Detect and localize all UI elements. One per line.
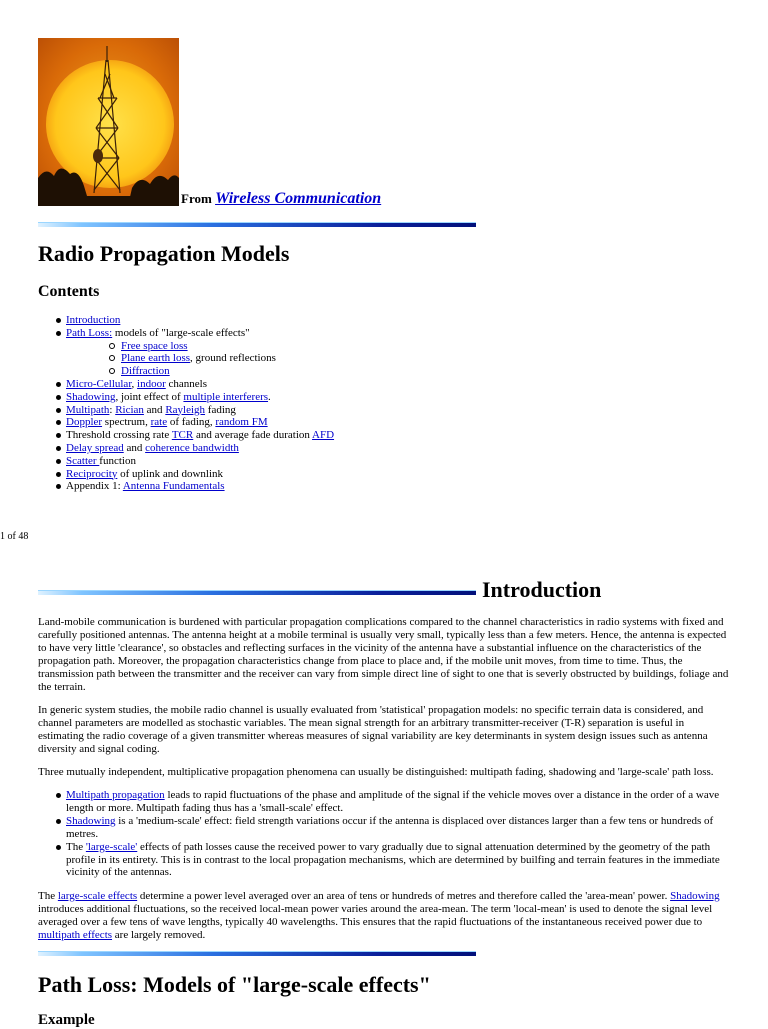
list-item (38, 841, 730, 880)
toc-antenna-fundamentals-link[interactable]: Antenna Fundamentals (122, 480, 225, 493)
introduction-divider (38, 590, 476, 595)
toc-text: and (143, 403, 166, 416)
intro-paragraph-2: In generic system studies, the mobile radio channel is usually evaluated from 'statistical' propagation models: no specific terrain data is considered, and channel parameters are modelled as stochastic variables. The mean signal strength for an arbitrary transmitter-receiver (T-R) separation is useful in estimating the radio coverage of a given transmitter whereas measures of signal variability are key determinants in system design issues such as antenna diversity and signal coding. (38, 704, 708, 755)
toc-text: and (123, 441, 146, 454)
toc-subitem (66, 340, 598, 353)
toc-item (38, 378, 598, 391)
phenomena-list (38, 789, 730, 879)
path-loss-heading: Path Loss: Models of "large-scale effects" (38, 972, 431, 997)
list-item (38, 815, 730, 841)
intro-paragraph-1: Land-mobile communication is burdened with particular propagation complications compared to the channel characteristics in radio systems with fixed and carefully positioned antennas. The antenna height at a mobile terminal is usually very small, typically less than a few meters. Hence, the antenna is expected to have very little 'clearance', so obstacles and reflecting surfaces in the vicinity of the antenna have a substantial influence on the characteristics of the propagation path. Moreover, the propagation characteristics change from place to place and, if the mobile unit moves, from time to time. Thus, the transmission path between the transmitter and the receiver can vary from simple direct line of sight to one that is severly obstructed by buildings, foliage and the terrain. (38, 616, 729, 693)
toc-rate-link[interactable]: rate (150, 416, 168, 429)
wireless-communication-link[interactable]: Wireless Communication (215, 190, 382, 207)
toc-item (38, 455, 598, 468)
toc-text: fading (205, 403, 236, 416)
table-of-contents (38, 314, 598, 493)
list-item-prefix: The (66, 840, 86, 853)
toc-indoor-link[interactable]: indoor (137, 377, 166, 390)
page-title: Radio Propagation Models (38, 241, 290, 266)
toc-free-space-loss-link[interactable]: Free space loss (121, 339, 188, 352)
toc-text: Appendix 1: (66, 480, 123, 493)
toc-item (38, 314, 598, 327)
toc-text: , ground reflections (190, 352, 276, 365)
toc-text: spectrum, (102, 416, 151, 429)
toc-random-fm-link[interactable]: random FM (215, 416, 268, 429)
list-item-text: is a 'medium-scale' effect: field strength variations occur if the antenna is displaced over distances larger than a few tens or hundreds of metres. (66, 814, 714, 840)
toc-tcr-link[interactable]: TCR (171, 429, 194, 442)
tower-sunset-image (38, 38, 179, 206)
toc-text: , joint effect of (115, 390, 184, 403)
toc-text: function (99, 454, 136, 467)
shadowing-link[interactable]: Shadowing (66, 814, 116, 827)
toc-text: : (109, 403, 116, 416)
para-text: determine a power level averaged over an area of tens or hundreds of metres and therefore called the 'area-mean' power. (137, 890, 671, 902)
toc-text: . (268, 390, 271, 403)
toc-rician-link[interactable]: Rician (115, 403, 144, 416)
toc-item (38, 416, 598, 429)
toc-subitem (66, 352, 598, 365)
toc-multiple-interferers-link[interactable]: multiple interferers (183, 390, 269, 403)
para-text: are largely removed. (112, 928, 206, 941)
source-line (181, 190, 381, 208)
toc-introduction-link[interactable]: Introduction (66, 314, 121, 326)
multipath-effects-link[interactable]: multipath effects (38, 928, 113, 941)
header-divider (38, 222, 476, 227)
toc-text: , (131, 377, 138, 390)
toc-scatter-link[interactable]: Scatter (66, 454, 100, 467)
toc-multipath-link[interactable]: Multipath (66, 403, 110, 416)
toc-item (38, 327, 598, 378)
toc-item (38, 468, 598, 481)
list-item-text: leads to rapid fluctuations of the phase and amplitude of the signal if the vehicle moves over a distance in the order of a wave length or more. Multipath fading thus has a 'small-scale' effect. (66, 789, 720, 814)
toc-micro-cellular-link[interactable]: Micro-Cellular (66, 377, 132, 390)
toc-subitem (66, 365, 598, 378)
large-scale-link[interactable]: 'large-scale' (85, 840, 138, 853)
toc-text: and average fade duration (193, 429, 313, 442)
introduction-heading: Introduction (482, 577, 602, 602)
toc-text: of fading, (167, 416, 216, 429)
toc-diffraction-link[interactable]: Diffraction (121, 365, 170, 378)
toc-delay-spread-link[interactable]: Delay spread (66, 441, 124, 454)
toc-rayleigh-link[interactable]: Rayleigh (165, 403, 206, 416)
para-text: introduces additional fluctuations, so the received local-mean power varies around the area-mean. The term 'local-mean' is used to denote the signal level averaged over a few tens of wave lengths, typically 40 wavelengths. This ensures that the rapid fluctuations of the instantaneous received power due to (38, 902, 713, 928)
toc-text: Threshold crossing rate (66, 429, 172, 442)
page-indicator: 1 of 48 (0, 531, 29, 542)
para-text: The (38, 890, 58, 902)
toc-text: models of "large-scale effects" (112, 326, 250, 339)
toc-item (38, 429, 598, 442)
toc-doppler-link[interactable]: Doppler (66, 416, 103, 429)
large-scale-effects-link[interactable]: large-scale effects (57, 890, 138, 902)
toc-text: of uplink and downlink (117, 467, 224, 480)
path-loss-divider (38, 951, 476, 956)
list-item (38, 789, 730, 815)
shadowing-link-2[interactable]: Shadowing (670, 890, 720, 902)
toc-item (38, 391, 598, 404)
intro-paragraph-3: Three mutually independent, multiplicative propagation phenomena can usually be distinguished: multipath fading, shadowing and 'large-scale' path loss. (38, 766, 714, 778)
intro-paragraph-4 (38, 890, 730, 942)
toc-coherence-bandwidth-link[interactable]: coherence bandwidth (145, 441, 239, 454)
toc-text: channels (165, 377, 208, 390)
toc-path-loss-link[interactable]: Path Loss: (66, 326, 113, 339)
from-prefix: From (181, 191, 212, 206)
list-item-text: effects of path losses cause the received power to vary gradually due to signal attenuation determined by the geometry of the path profile in its entirety. This is in contrast to the local propagation mechanisms, which are determined by builfing and terrain features in the immediate vicinity of the antennas. (66, 840, 720, 879)
toc-shadowing-link[interactable]: Shadowing (66, 390, 116, 403)
toc-item (38, 404, 598, 417)
toc-afd-link[interactable]: AFD (312, 429, 335, 442)
toc-reciprocity-link[interactable]: Reciprocity (66, 467, 118, 480)
multipath-propagation-link[interactable]: Multipath propagation (66, 789, 165, 801)
toc-item (38, 442, 598, 455)
toc-plane-earth-loss-link[interactable]: Plane earth loss (121, 352, 191, 365)
toc-item (38, 480, 598, 493)
example-subheading: Example (38, 1012, 95, 1028)
contents-heading: Contents (38, 283, 100, 300)
